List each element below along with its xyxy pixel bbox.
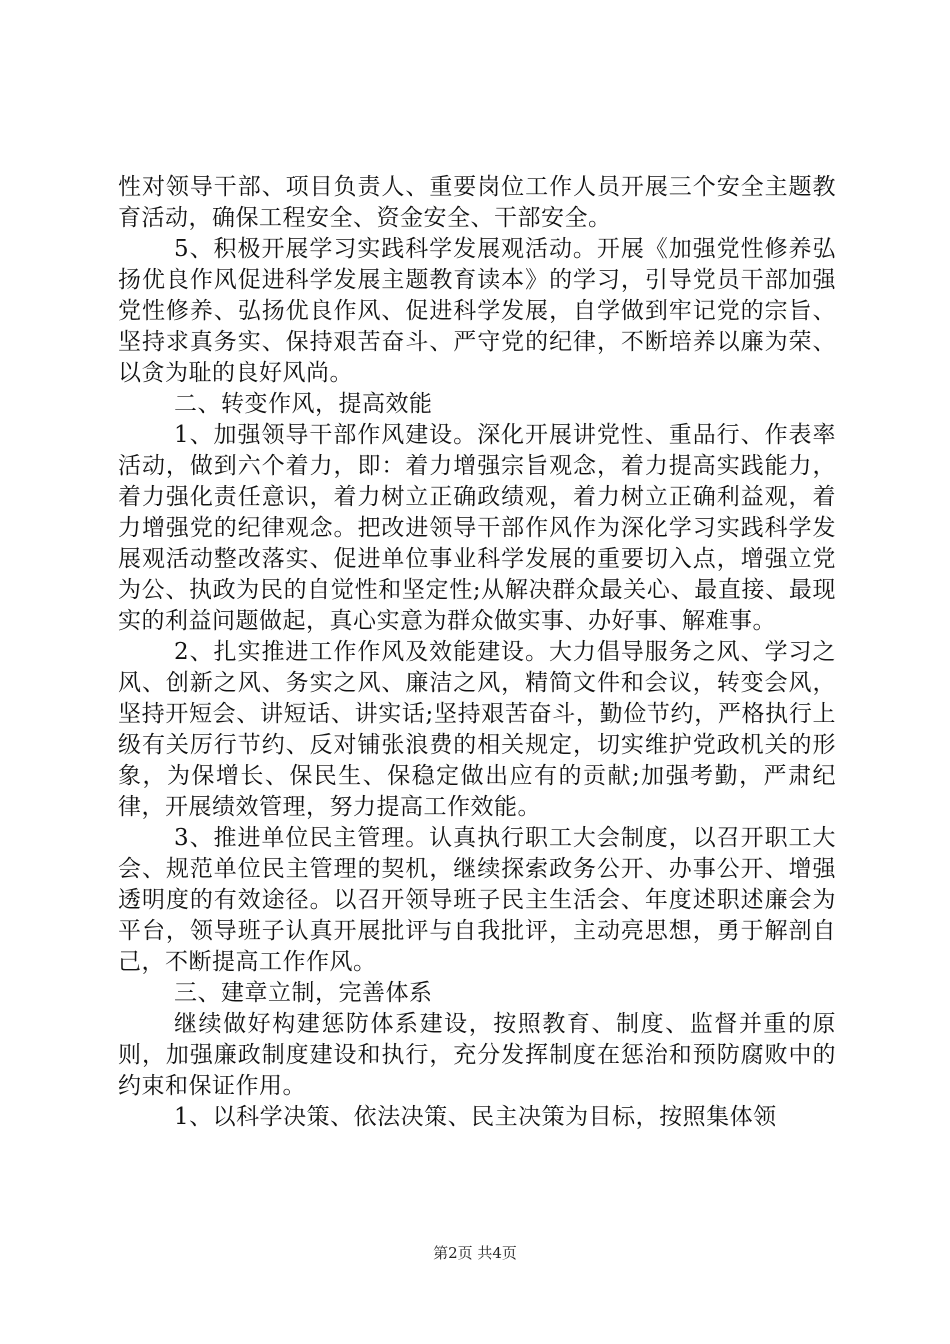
section-heading-3: 三、建章立制，完善体系 (174, 980, 433, 1006)
paragraph-1: 性对领导干部、项目负责人、重要岗位工作人员开展三个安全主题教育活动，确保工程安全、资金安全、干部安全。 (118, 174, 836, 231)
paragraph-6: 继续做好构建惩防体系建设，按照教育、制度、监督并重的原则，加强廉政制度建设和执行，充分发挥制度在惩治和预防腐败中的约束和保证作用。 (118, 1011, 836, 1099)
paragraph-7: 1、以科学决策、依法决策、民主决策为目标，按照集体领 (174, 1104, 777, 1130)
document-body (118, 172, 836, 1133)
paragraph-4: 2、扎实推进工作作风及效能建设。大力倡导服务之风、学习之风、创新之风、务实之风、廉洁之风，精简文件和会议，转变会风，坚持开短会、讲短话、讲实话;坚持艰苦奋斗，勤俭节约，严格执行上级有关厉行节约、反对铺张浪费的相关规定，切实维护党政机关的形象，为保增长、保民生、保稳定做出应有的贡献;加强考勤，严肃纪律，开展绩效管理，努力提高工作效能。 (118, 639, 836, 820)
paragraph-2: 5、积极开展学习实践科学发展观活动。开展《加强党性修养弘扬优良作风促进科学发展主题教育读本》的学习，引导党员干部加强党性修养、弘扬优良作风、促进科学发展，自学做到牢记党的宗旨、坚持求真务实、保持艰苦奋斗、严守党的纪律，不断培养以廉为荣、以贪为耻的良好风尚。 (118, 236, 836, 386)
page-number-footer: 第2页 共4页 (433, 1244, 517, 1262)
paragraph-5: 3、推进单位民主管理。认真执行职工大会制度，以召开职工大会、规范单位民主管理的契机，继续探索政务公开、办事公开、增强透明度的有效途径。以召开领导班子民主生活会、年度述职述廉会为平台，领导班子认真开展批评与自我批评，主动亮思想，勇于解剖自己，不断提高工作作风。 (118, 825, 836, 975)
paragraph-3: 1、加强领导干部作风建设。深化开展讲党性、重品行、作表率活动，做到六个着力，即：着力增强宗旨观念，着力提高实践能力，着力强化责任意识，着力树立正确政绩观，着力树立正确利益观，着力增强党的纪律观念。把改进领导干部作风作为深化学习实践科学发展观活动整改落实、促进单位事业科学发展的重要切入点，增强立党为公、执政为民的自觉性和坚定性;从解决群众最关心、最直接、最现实的利益问题做起，真心实意为群众做实事、办好事、解难事。 (118, 422, 836, 634)
section-heading-2: 二、转变作风，提高效能 (174, 391, 433, 417)
